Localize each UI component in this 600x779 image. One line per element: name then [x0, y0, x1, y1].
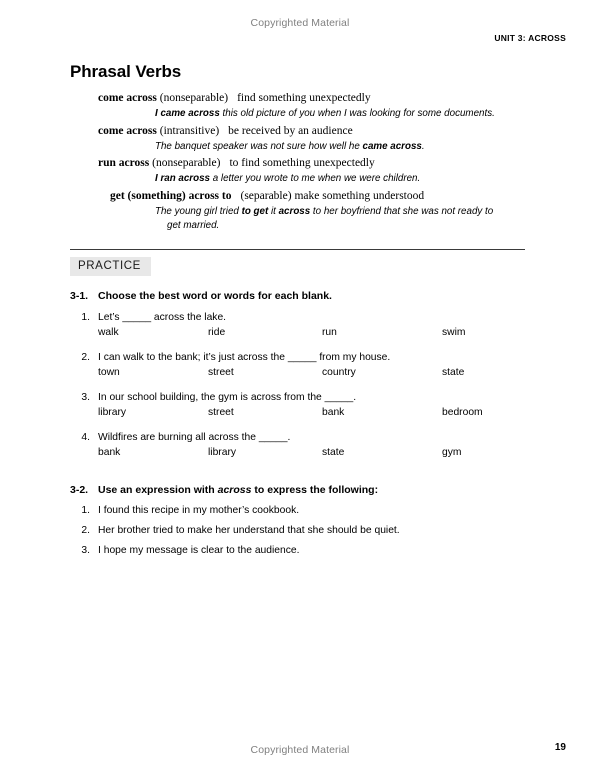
phrasal-verb-headword: come across — [98, 124, 157, 137]
answer-option[interactable]: street — [208, 407, 234, 419]
copyright-watermark-bottom: Copyrighted Material — [250, 744, 350, 756]
question-item — [70, 312, 530, 342]
example-text-bold: I came across — [155, 108, 220, 120]
answer-options — [98, 407, 530, 422]
phrasal-verb-grammar: (separable) — [240, 189, 292, 202]
phrasal-verb-example — [155, 140, 530, 154]
answer-option[interactable]: gym — [442, 447, 462, 459]
answer-option[interactable]: swim — [442, 327, 466, 339]
answer-option[interactable]: country — [322, 367, 356, 379]
answer-options — [98, 327, 530, 342]
phrasal-verb-example — [155, 107, 530, 121]
example-text-mid: it — [268, 205, 279, 217]
exercise-number: 3-2. — [70, 484, 89, 497]
answer-option[interactable]: library — [98, 407, 127, 419]
example-text-bold-2: across — [278, 205, 311, 217]
phrasal-verb-list — [70, 90, 530, 233]
example-text-post: a letter you wrote to me when we were children. — [210, 173, 421, 185]
page-content — [70, 62, 530, 556]
question-line — [70, 392, 530, 403]
question-number: 4. — [81, 432, 90, 444]
phrasal-verb-entry — [98, 90, 530, 106]
question-item — [70, 545, 530, 556]
practice-badge: PRACTICE — [70, 257, 151, 276]
phrasal-verb-headword: get (something) across to — [110, 189, 232, 202]
phrasal-verb-entry — [98, 123, 530, 139]
phrasal-verb-definition: to find something unexpectedly — [229, 157, 375, 170]
question-text: In our school building, the gym is across from the _____. — [98, 392, 357, 404]
copyright-watermark-top: Copyrighted Material — [250, 17, 350, 29]
question-text: Her brother tried to make her understand that she should be quiet. — [98, 525, 400, 537]
question-number: 2. — [81, 525, 90, 537]
section-divider — [70, 249, 525, 250]
example-text-wrapped: get married. — [167, 220, 220, 232]
answer-option[interactable]: bedroom — [442, 407, 483, 419]
page-number: 19 — [554, 742, 566, 753]
example-text-bold: came across — [362, 140, 422, 152]
phrasal-verb-example — [155, 172, 530, 186]
phrasal-verb-grammar: (nonseparable) — [159, 92, 229, 104]
question-number: 3. — [81, 545, 90, 557]
phrasal-verb-headword: run across — [98, 157, 150, 170]
question-item — [70, 525, 530, 536]
answer-options — [98, 367, 530, 382]
example-text-bold: to get — [241, 205, 269, 217]
answer-option[interactable]: street — [208, 367, 234, 379]
example-text-post-2: to her boyfriend that she was not ready to — [310, 205, 494, 217]
answer-option[interactable]: walk — [98, 327, 119, 339]
phrasal-verb-headword: come across — [98, 92, 157, 104]
phrasal-verb-entry — [98, 155, 530, 171]
exercise-3-1-heading — [70, 290, 530, 302]
question-text: I hope my message is clear to the audience. — [98, 545, 300, 557]
exercise-3-2-questions — [70, 505, 530, 556]
example-text-post: . — [421, 140, 425, 152]
exercise-instruction-post: to express the following: — [251, 484, 379, 497]
question-line — [70, 352, 530, 363]
question-item — [70, 352, 530, 382]
phrasal-verb-definition: find something unexpectedly — [237, 92, 371, 104]
answer-option[interactable]: state — [442, 367, 465, 379]
exercise-instruction-pre: Use an expression with — [98, 484, 218, 497]
example-text-pre: The young girl tried — [155, 205, 242, 217]
question-item — [70, 505, 530, 516]
question-number: 3. — [81, 392, 90, 404]
phrasal-verb-entry — [110, 188, 530, 204]
exercise-instruction: Choose the best word or words for each blank. — [98, 290, 332, 303]
phrasal-verb-example — [155, 205, 530, 233]
example-text-pre: The banquet speaker was not sure how well he — [155, 140, 363, 152]
answer-option[interactable]: bank — [322, 407, 345, 419]
answer-option[interactable]: bank — [98, 447, 121, 459]
exercise-3-2-heading — [70, 484, 530, 496]
answer-options — [98, 447, 530, 462]
example-text-bold: I ran across — [155, 173, 211, 185]
question-line — [70, 432, 530, 443]
question-number: 1. — [81, 312, 90, 324]
answer-option[interactable]: town — [98, 367, 120, 379]
exercise-number: 3-1. — [70, 290, 89, 303]
question-item — [70, 392, 530, 422]
phrasal-verb-grammar: (intransitive) — [159, 124, 220, 137]
phrasal-verb-grammar: (nonseparable) — [152, 157, 221, 170]
question-text: Wildfires are burning all across the _____. — [98, 432, 291, 444]
unit-running-head: UNIT 3: ACROSS — [494, 33, 566, 43]
answer-option[interactable]: ride — [208, 327, 226, 339]
question-text: I can walk to the bank; it’s just across the _____ from my house. — [98, 352, 391, 364]
page-title: Phrasal Verbs — [70, 62, 182, 81]
question-text: I found this recipe in my mother’s cookbook. — [98, 505, 300, 517]
question-number: 1. — [81, 505, 90, 517]
exercise-instruction-italic: across — [217, 484, 252, 497]
question-text: Let’s _____ across the lake. — [98, 312, 227, 324]
answer-option[interactable]: library — [208, 447, 237, 459]
question-number: 2. — [81, 352, 90, 364]
question-line — [70, 312, 530, 323]
question-item — [70, 432, 530, 462]
phrasal-verb-definition: make something understood — [294, 189, 425, 202]
phrasal-verb-definition: be received by an audience — [228, 124, 353, 137]
example-text-post: this old picture of you when I was looking for some documents. — [219, 108, 495, 120]
answer-option[interactable]: state — [322, 447, 345, 459]
answer-option[interactable]: run — [322, 327, 337, 339]
